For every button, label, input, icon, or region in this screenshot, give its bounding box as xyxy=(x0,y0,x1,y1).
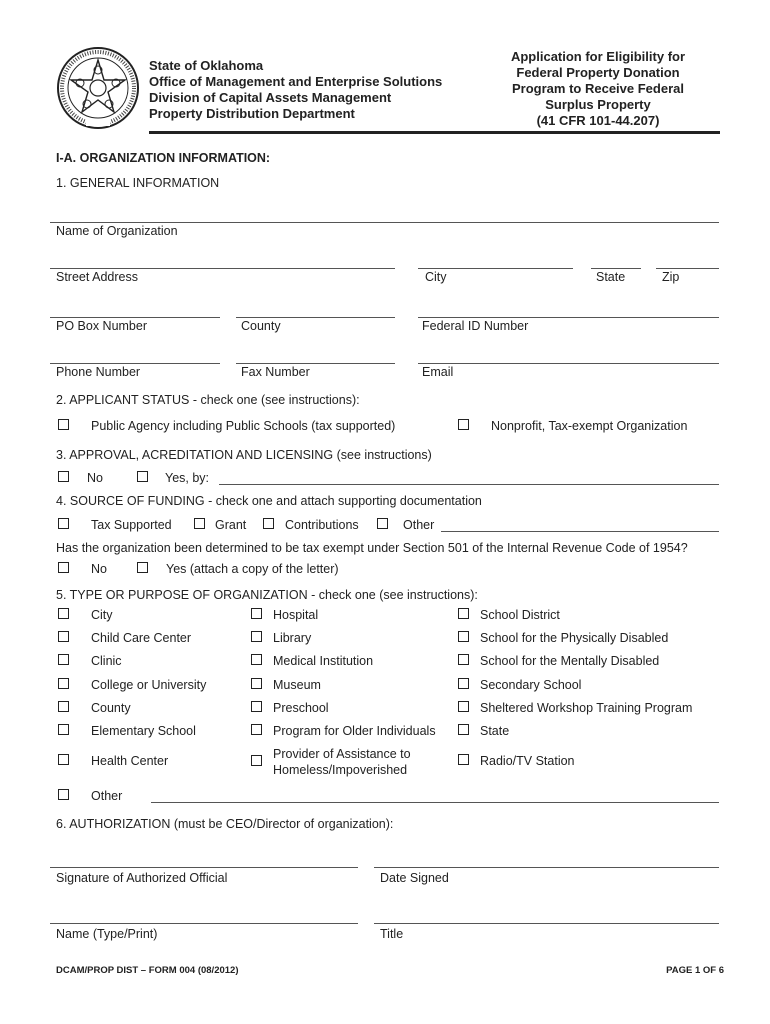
type-other-label: Other xyxy=(91,789,123,803)
name-of-org-label: Name of Organization xyxy=(56,224,178,238)
tax-exempt-question: Has the organization been determined to be tax exempt under Section 501 of the Internal Revenue Code of 1954? xyxy=(56,541,688,555)
type-clinic-label: Clinic xyxy=(91,654,122,668)
county-line[interactable] xyxy=(236,317,395,318)
authorization-heading: 6. AUTHORIZATION (must be CEO/Director of organization): xyxy=(56,817,394,831)
type-medical-label: Medical Institution xyxy=(273,654,374,668)
type-radio-tv-checkbox[interactable] xyxy=(458,754,469,765)
tax-exempt-no-checkbox[interactable] xyxy=(58,562,69,573)
agency-line: Office of Management and Enterprise Solutions xyxy=(149,74,443,89)
name-print-line[interactable] xyxy=(50,923,358,924)
signature-label: Signature of Authorized Official xyxy=(56,871,228,885)
type-mentally-disabled-checkbox[interactable] xyxy=(458,654,469,665)
name-print-label: Name (Type/Print) xyxy=(56,927,158,941)
section-ia-heading: I-A. ORGANIZATION INFORMATION: xyxy=(56,151,271,165)
state-seal xyxy=(56,46,140,130)
zip-line[interactable] xyxy=(656,268,719,269)
funding-heading: 4. SOURCE OF FUNDING - check one and attach supporting documentation xyxy=(56,494,482,508)
type-county-label: County xyxy=(91,701,131,715)
state-line[interactable] xyxy=(591,268,641,269)
type-health-center-label: Health Center xyxy=(91,754,169,768)
tax-supported-label: Tax Supported xyxy=(91,518,172,532)
homeless-line: Provider of Assistance to xyxy=(273,747,411,761)
agency-line: Property Distribution Department xyxy=(149,106,355,121)
fax-line[interactable] xyxy=(236,363,395,364)
form-title xyxy=(478,49,718,129)
tax-exempt-yes-checkbox[interactable] xyxy=(137,562,148,573)
email-line[interactable] xyxy=(418,363,719,364)
approval-no-label: No xyxy=(87,471,103,485)
type-homeless-provider-checkbox[interactable] xyxy=(251,755,262,766)
type-hospital-label: Hospital xyxy=(273,608,319,622)
street-label: Street Address xyxy=(56,270,138,284)
federal-id-line[interactable] xyxy=(418,317,719,318)
type-museum-label: Museum xyxy=(273,678,321,692)
type-preschool-label: Preschool xyxy=(273,701,329,715)
type-older-individuals-checkbox[interactable] xyxy=(251,724,262,735)
type-state-label: State xyxy=(480,724,510,738)
type-other-checkbox[interactable] xyxy=(58,789,69,800)
homeless-line: Homeless/Impoverished xyxy=(273,763,408,777)
phone-line[interactable] xyxy=(50,363,220,364)
tax-supported-checkbox[interactable] xyxy=(58,518,69,529)
federal-id-label: Federal ID Number xyxy=(422,319,529,333)
type-physically-disabled-label: School for the Physically Disabled xyxy=(480,631,669,645)
title-line[interactable] xyxy=(374,923,719,924)
title-line: Application for Eligibility for xyxy=(510,49,686,64)
type-older-individuals-label: Program for Older Individuals xyxy=(273,724,436,738)
street-line[interactable] xyxy=(50,268,395,269)
tax-exempt-no-label: No xyxy=(91,562,107,576)
approval-yes-line[interactable] xyxy=(219,484,719,485)
title-label: Title xyxy=(380,927,404,941)
general-heading: 1. GENERAL INFORMATION xyxy=(56,176,220,190)
email-label: Email xyxy=(422,365,454,379)
title-line: Program to Receive Federal xyxy=(512,81,684,96)
type-city-checkbox[interactable] xyxy=(58,608,69,619)
po-box-label: PO Box Number xyxy=(56,319,148,333)
type-physically-disabled-checkbox[interactable] xyxy=(458,631,469,642)
type-elementary-checkbox[interactable] xyxy=(58,724,69,735)
other-funding-label: Other xyxy=(403,518,435,532)
nonprofit-label: Nonprofit, Tax-exempt Organization xyxy=(491,419,688,433)
nonprofit-checkbox[interactable] xyxy=(458,419,469,430)
type-secondary-school-label: Secondary School xyxy=(480,678,582,692)
approval-no-checkbox[interactable] xyxy=(58,471,69,482)
type-radio-tv-label: Radio/TV Station xyxy=(480,754,575,768)
applicant-status-heading: 2. APPLICANT STATUS - check one (see instructions): xyxy=(56,393,360,407)
header-rule xyxy=(149,131,720,134)
city-line[interactable] xyxy=(418,268,573,269)
date-signed-line[interactable] xyxy=(374,867,719,868)
type-county-checkbox[interactable] xyxy=(58,701,69,712)
agency-line: State of Oklahoma xyxy=(149,58,264,73)
type-medical-checkbox[interactable] xyxy=(251,654,262,665)
phone-label: Phone Number xyxy=(56,365,141,379)
grant-label: Grant xyxy=(215,518,247,532)
type-homeless-provider-label xyxy=(273,746,411,778)
other-funding-line[interactable] xyxy=(441,531,719,532)
form-id: DCAM/PROP DIST – FORM 004 (08/2012) xyxy=(56,965,239,976)
agency-line: Division of Capital Assets Management xyxy=(149,90,392,105)
type-state-checkbox[interactable] xyxy=(458,724,469,735)
title-line: (41 CFR 101-44.207) xyxy=(536,113,660,128)
type-library-checkbox[interactable] xyxy=(251,631,262,642)
city-label: City xyxy=(425,270,447,284)
approval-yes-label: Yes, by: xyxy=(165,471,210,485)
type-elementary-label: Elementary School xyxy=(91,724,196,738)
type-college-checkbox[interactable] xyxy=(58,678,69,689)
type-school-district-checkbox[interactable] xyxy=(458,608,469,619)
county-label: County xyxy=(241,319,281,333)
type-library-label: Library xyxy=(273,631,312,645)
state-label: State xyxy=(596,270,626,284)
fax-label: Fax Number xyxy=(241,365,310,379)
po-box-line[interactable] xyxy=(50,317,220,318)
type-sheltered-workshop-label: Sheltered Workshop Training Program xyxy=(480,701,693,715)
name-of-org-line[interactable] xyxy=(50,222,719,223)
type-sheltered-workshop-checkbox[interactable] xyxy=(458,701,469,712)
type-other-line[interactable] xyxy=(151,802,719,803)
grant-checkbox[interactable] xyxy=(194,518,205,529)
public-agency-checkbox[interactable] xyxy=(58,419,69,430)
type-preschool-checkbox[interactable] xyxy=(251,701,262,712)
type-clinic-checkbox[interactable] xyxy=(58,654,69,665)
agency-block xyxy=(149,58,442,122)
signature-line[interactable] xyxy=(50,867,358,868)
contributions-label: Contributions xyxy=(285,518,359,532)
approval-yes-checkbox[interactable] xyxy=(137,471,148,482)
type-mentally-disabled-label: School for the Mentally Disabled xyxy=(480,654,660,668)
type-college-label: College or University xyxy=(91,678,207,692)
type-school-district-label: School District xyxy=(480,608,560,622)
type-museum-checkbox[interactable] xyxy=(251,678,262,689)
type-secondary-school-checkbox[interactable] xyxy=(458,678,469,689)
type-child-care-checkbox[interactable] xyxy=(58,631,69,642)
page-number: PAGE 1 OF 6 xyxy=(666,965,724,976)
title-line: Surplus Property xyxy=(545,97,651,112)
type-city-label: City xyxy=(91,608,113,622)
public-agency-label: Public Agency including Public Schools (tax supported) xyxy=(91,419,396,433)
contributions-checkbox[interactable] xyxy=(263,518,274,529)
zip-label: Zip xyxy=(662,270,680,284)
other-funding-checkbox[interactable] xyxy=(377,518,388,529)
org-type-heading: 5. TYPE OR PURPOSE OF ORGANIZATION - check one (see instructions): xyxy=(56,588,478,602)
tax-exempt-yes-label: Yes (attach a copy of the letter) xyxy=(166,562,339,576)
type-child-care-label: Child Care Center xyxy=(91,631,192,645)
title-line: Federal Property Donation xyxy=(516,65,680,80)
type-health-center-checkbox[interactable] xyxy=(58,754,69,765)
approval-heading: 3. APPROVAL, ACREDITATION AND LICENSING (see instructions) xyxy=(56,448,432,462)
type-hospital-checkbox[interactable] xyxy=(251,608,262,619)
date-signed-label: Date Signed xyxy=(380,871,449,885)
